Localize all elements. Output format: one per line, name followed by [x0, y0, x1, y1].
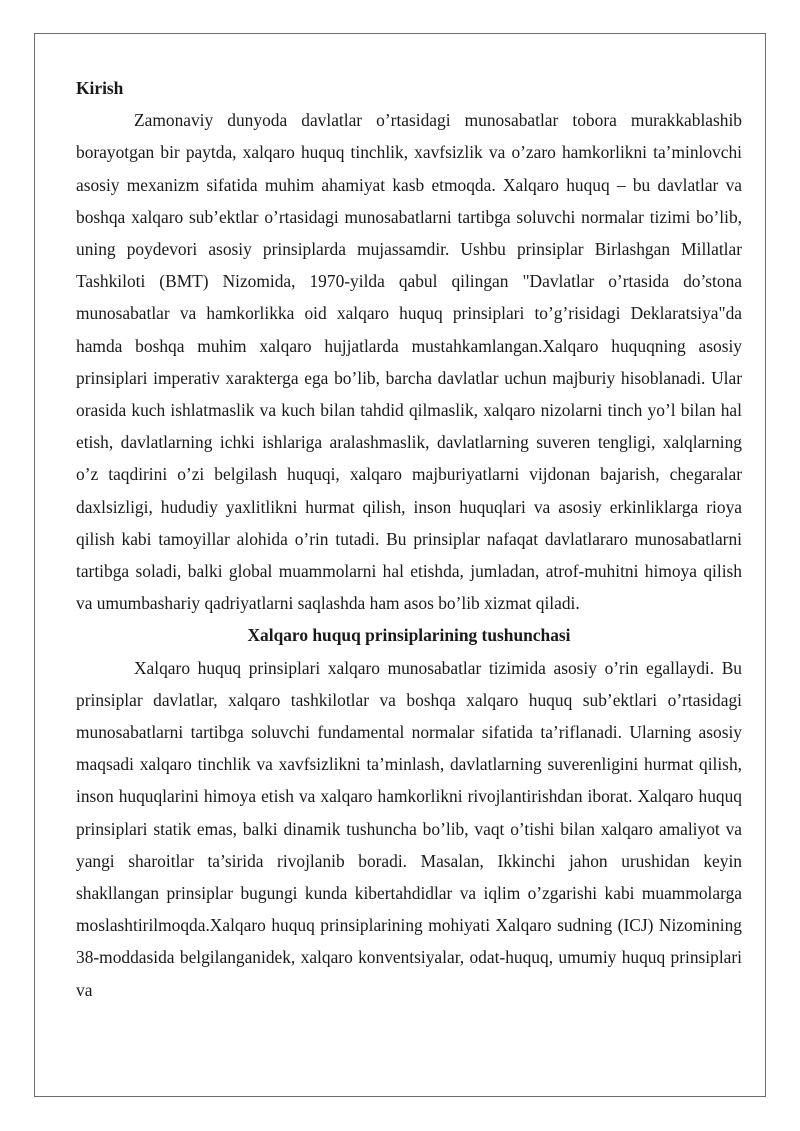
section-heading: Xalqaro huquq prinsiplarining tushunchasi [247, 625, 571, 646]
document-body [76, 72, 742, 1006]
intro-heading: Kirish [76, 78, 124, 98]
section-paragraph: Xalqaro huquq prinsiplari xalqaro munosabatlar tizimida asosiy o’rin egallaydi. Bu prinsiplar davlatlar, xalqaro tashkilotlar va boshqa xalqaro huquq sub’ektlari o’rtasidagi munosabatlarni tartibga soluvchi fundamental normalar sifatida ta’riflanadi. Ularning asosiy maqsadi xalqaro tinchlik va xavfsizlikni ta’minlash, davlatlarning suverenligini hurmat qilish, inson huquqlarini himoya etish va xalqaro hamkorlikni rivojlantirishdan iborat. Xalqaro huquq prinsiplari statik emas, balki dinamik tushuncha bo’lib, vaqt o’tishi bilan xalqaro amaliyot va yangi sharoitlar ta’sirida rivojlanib boradi. Masalan, Ikkinchi jahon urushidan keyin shakllangan prinsiplar bugungi kunda kibertahdidlar va iqlim o’zgarishi kabi muammolarga moslashtirilmoqda.Xalqaro huquq prinsiplarining mohiyati Xalqaro sudning (ICJ) Nizomining 38-moddasida belgilanganidek, xalqaro konventsiyalar, odat-huquq, umumiy huquq prinsiplari va [76, 657, 742, 1000]
intro-paragraph: Zamonaviy dunyoda davlatlar o’rtasidagi munosabatlar tobora murakkablashib borayotgan bir paytda, xalqaro huquq tinchlik, xavfsizlik va o’zaro hamkorlikni ta’minlovchi asosiy mexanizm sifatida muhim ahamiyat kasb etmoqda. Xalqaro huquq – bu davlatlar va boshqa xalqaro sub’ektlar o’rtasidagi munosabatlarni tartibga soluvchi normalar tizimi bo’lib, uning poydevori asosiy prinsiplarda mujassamdir. Ushbu prinsiplar Birlashgan Millatlar Tashkiloti (BMT) Nizomida, 1970-yilda qabul qilingan "Davlatlar o’rtasida do’stona munosabatlar va hamkorlikka oid xalqaro huquq prinsiplari to’g’risidagi Deklaratsiya"da hamda boshqa muhim xalqaro hujjatlarda mustahkamlangan.Xalqaro huquqning asosiy prinsiplari imperativ xarakterga ega bo’lib, barcha davlatlar uchun majburiy hisoblanadi. Ular orasida kuch ishlatmaslik va kuch bilan tahdid qilmaslik, xalqaro nizolarni tinch yo’l bilan hal etish, davlatlarning ichki ishlariga aralashmaslik, davlatlarning suveren tengligi, xalqlarning o’z taqdirini o’zi belgilash huquqi, xalqaro majburiyatlarni vijdonan bajarish, chegaralar daxlsizligi, hududiy yaxlitlikni hurmat qilish, inson huquqlari va asosiy erkinliklarga rioya qilish kabi tamoyillar alohida o’rin tutadi. Bu prinsiplar nafaqat davlatlararo munosabatlarni tartibga soladi, balki global muammolarni hal etishda, jumladan, atrof-muhitni himoya qilish va umumbashariy qadriyatlarni saqlashda ham asos bo’lib xizmat qiladi. [76, 110, 742, 614]
